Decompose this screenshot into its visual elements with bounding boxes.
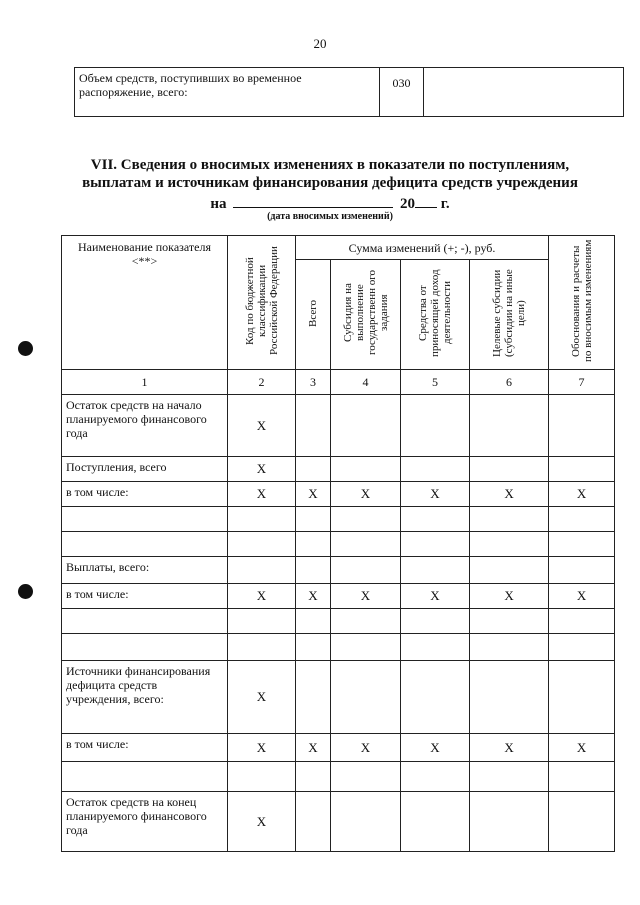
value-cell	[549, 609, 615, 634]
row-label: Остаток средств на начало планируемого финансового года	[62, 395, 228, 457]
header-total: Всего	[307, 299, 319, 327]
header-code: Код по бюджетной классификации Российской Федерации	[243, 246, 280, 356]
value-cell	[470, 762, 549, 792]
header-name-cell	[62, 236, 228, 370]
value-cell	[401, 734, 470, 762]
row-label	[62, 762, 228, 792]
value-cell	[549, 584, 615, 609]
column-number-cell: 4	[331, 370, 401, 395]
row-label: в том числе:	[62, 482, 228, 507]
value-cell	[470, 532, 549, 557]
value-cell	[228, 792, 296, 852]
x-mark: X	[256, 417, 267, 433]
value-cell	[296, 734, 331, 762]
table-row	[62, 457, 615, 482]
value-cell	[296, 457, 331, 482]
row-label: Выплаты, всего:	[62, 557, 228, 584]
value-cell	[331, 507, 401, 532]
column-number-cell: 5	[401, 370, 470, 395]
column-number-cell: 3	[296, 370, 331, 395]
row-label	[62, 634, 228, 661]
header-name: Наименование показателя	[78, 240, 211, 254]
funds-temporary-label: Объем средств, поступивших во временное распоряжение, всего:	[75, 68, 380, 117]
value-cell	[549, 762, 615, 792]
table-row	[62, 507, 615, 532]
value-cell	[401, 762, 470, 792]
value-cell	[549, 734, 615, 762]
funds-temporary-code: 030	[380, 68, 424, 117]
table-row	[62, 482, 615, 507]
date-caption: (дата вносимых изменений)	[267, 211, 393, 222]
value-cell	[470, 395, 549, 457]
value-cell	[331, 734, 401, 762]
header-income-cell	[401, 260, 470, 370]
value-cell	[549, 792, 615, 852]
header-subsidy-state: Субсидия на выполнение государственн ого задания	[341, 270, 390, 356]
row-label	[62, 532, 228, 557]
value-cell	[296, 584, 331, 609]
date-line	[40, 193, 620, 213]
value-cell	[228, 634, 296, 661]
value-cell	[549, 532, 615, 557]
value-cell	[401, 661, 470, 734]
value-cell	[296, 762, 331, 792]
date-suffix: г.	[440, 196, 450, 212]
value-cell	[228, 661, 296, 734]
value-cell	[470, 734, 549, 762]
value-cell	[331, 457, 401, 482]
value-cell	[401, 609, 470, 634]
x-mark: X	[430, 588, 440, 603]
value-cell	[549, 457, 615, 482]
funds-temporary-value	[424, 68, 624, 117]
header-sum-group: Сумма изменений (+; -), руб.	[296, 236, 549, 260]
value-cell	[296, 557, 331, 584]
value-cell	[470, 634, 549, 661]
table-row	[62, 634, 615, 661]
date-blank	[233, 193, 393, 208]
date-year: 20	[400, 196, 416, 212]
x-mark: X	[308, 739, 318, 755]
value-cell	[228, 557, 296, 584]
value-cell	[470, 661, 549, 734]
table-row	[62, 395, 615, 457]
column-numbers-row	[62, 370, 615, 395]
value-cell	[331, 661, 401, 734]
punch-hole-bottom	[18, 584, 33, 599]
value-cell	[401, 482, 470, 507]
value-cell	[470, 457, 549, 482]
x-mark: X	[430, 486, 440, 501]
table-row	[62, 792, 615, 852]
x-mark: X	[308, 486, 318, 501]
table-row	[62, 734, 615, 762]
header-row	[62, 236, 615, 260]
value-cell	[228, 507, 296, 532]
value-cell	[401, 395, 470, 457]
header-income: Средства от приносящей доход деятельности	[417, 269, 453, 357]
header-subsidy-cell	[331, 260, 401, 370]
value-cell	[296, 634, 331, 661]
column-number-cell: 6	[470, 370, 549, 395]
value-cell	[331, 584, 401, 609]
value-cell	[470, 557, 549, 584]
value-cell	[331, 762, 401, 792]
value-cell	[228, 609, 296, 634]
table-row	[62, 532, 615, 557]
x-mark: X	[256, 689, 267, 704]
value-cell	[296, 482, 331, 507]
value-cell	[296, 792, 331, 852]
header-justification: Обоснования и расчеты по вносимым изменениям	[569, 239, 594, 363]
value-cell	[331, 609, 401, 634]
x-mark: X	[504, 739, 514, 755]
x-mark: X	[576, 486, 587, 501]
value-cell	[401, 557, 470, 584]
table-body	[62, 395, 615, 852]
page-number: 20	[313, 36, 327, 51]
value-cell	[331, 557, 401, 584]
header-justification-cell	[549, 236, 615, 370]
value-cell	[549, 557, 615, 584]
value-cell	[549, 507, 615, 532]
date-prefix: на	[210, 196, 227, 212]
value-cell	[549, 482, 615, 507]
value-cell	[401, 532, 470, 557]
value-cell	[228, 395, 296, 457]
header-name-note: <**>	[131, 254, 158, 268]
changes-table	[61, 235, 615, 852]
value-cell	[470, 609, 549, 634]
value-cell	[470, 584, 549, 609]
table-row	[62, 661, 615, 734]
value-cell	[296, 532, 331, 557]
table-row	[62, 557, 615, 584]
value-cell	[401, 634, 470, 661]
table-row	[75, 68, 624, 117]
x-mark: X	[504, 486, 514, 501]
value-cell	[228, 532, 296, 557]
x-mark: X	[256, 461, 267, 476]
value-cell	[228, 457, 296, 482]
value-cell	[549, 634, 615, 661]
column-number-cell: 7	[549, 370, 615, 395]
header-targeted-cell	[470, 260, 549, 370]
x-mark: X	[256, 813, 267, 829]
value-cell	[228, 734, 296, 762]
value-cell	[549, 395, 615, 457]
value-cell	[296, 661, 331, 734]
header-total-cell	[296, 260, 331, 370]
x-mark: X	[360, 588, 371, 603]
value-cell	[331, 532, 401, 557]
value-cell	[470, 792, 549, 852]
x-mark: X	[256, 588, 267, 603]
x-mark: X	[576, 739, 587, 755]
table-row	[62, 584, 615, 609]
x-mark: X	[360, 486, 371, 501]
x-mark: X	[256, 739, 267, 755]
value-cell	[401, 584, 470, 609]
value-cell	[401, 457, 470, 482]
column-number-cell: 1	[62, 370, 228, 395]
section-title-line-1: VII. Сведения о вносимых изменениях в показатели по поступлениям,	[90, 157, 570, 173]
row-label: Источники финансирования дефицита средств учреждения, всего:	[62, 661, 228, 734]
value-cell	[470, 507, 549, 532]
header-code-cell	[228, 236, 296, 370]
value-cell	[331, 634, 401, 661]
x-mark: X	[504, 588, 514, 603]
value-cell	[228, 482, 296, 507]
section-title	[40, 156, 620, 192]
x-mark: X	[256, 486, 267, 501]
x-mark: X	[576, 588, 587, 603]
value-cell	[296, 507, 331, 532]
punch-hole-top	[18, 341, 33, 356]
value-cell	[549, 661, 615, 734]
column-number-cell: 2	[228, 370, 296, 395]
value-cell	[331, 482, 401, 507]
table-row	[62, 762, 615, 792]
x-mark: X	[308, 588, 318, 603]
value-cell	[331, 792, 401, 852]
funds-temporary-table	[74, 67, 624, 117]
value-cell	[470, 482, 549, 507]
row-label: в том числе:	[62, 734, 228, 762]
value-cell	[228, 584, 296, 609]
row-label: в том числе:	[62, 584, 228, 609]
row-label: Остаток средств на конец планируемого финансового года	[62, 792, 228, 852]
year-blank	[415, 193, 437, 208]
table-row	[62, 609, 615, 634]
value-cell	[401, 792, 470, 852]
x-mark: X	[430, 739, 440, 755]
row-label	[62, 507, 228, 532]
row-label: Поступления, всего	[62, 457, 228, 482]
value-cell	[401, 507, 470, 532]
header-targeted: Целевые субсидии (субсидии на иные цели)	[491, 269, 528, 357]
value-cell	[296, 609, 331, 634]
value-cell	[296, 395, 331, 457]
section-title-line-2: выплатам и источникам финансирования дефицита средств учреждения	[82, 175, 578, 191]
x-mark: X	[360, 739, 371, 755]
value-cell	[228, 762, 296, 792]
row-label	[62, 609, 228, 634]
value-cell	[331, 395, 401, 457]
